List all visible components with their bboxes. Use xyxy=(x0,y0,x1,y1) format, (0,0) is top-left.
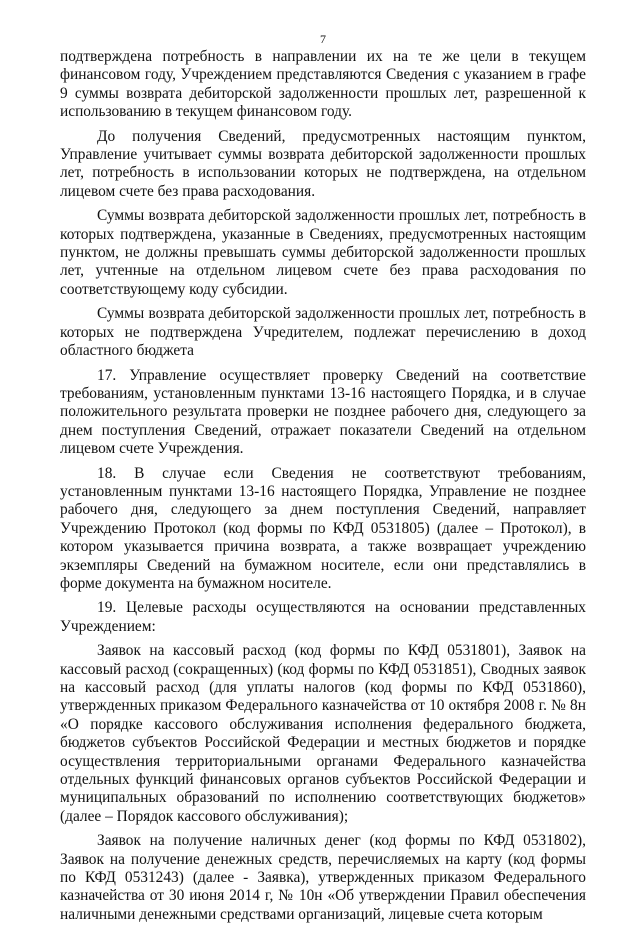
page-number: 7 xyxy=(320,32,326,46)
document-body xyxy=(60,48,586,930)
paragraph: Суммы возврата дебиторской задолженности прошлых лет, потребность в которых подтверждена, указанные в Сведениях, предусмотренных настоящим пунктом, не должны превышать суммы дебиторской задолженности прошлых лет, учтенные на отдельном лицевом счете без права расходования по соответствующему коду субсидии. xyxy=(60,207,586,298)
paragraph: Заявок на получение наличных денег (код формы по КФД 0531802), Заявок на получение денежных средств, перечисляемых на карту (код формы по КФД 0531243) (далее - Заявка), утвержденных приказом Федерального казначейства от 30 июня 2014 г, № 10н «Об утверждении Правил обеспечения наличными денежными средствами организаций, лицевые счета которым xyxy=(60,832,586,923)
paragraph-item-18: 18. В случае если Сведения не соответствуют требованиям, установленным пунктами 13-16 настоящего Порядка, Управление не позднее рабочего дня, следующего за днем поступления Сведений, направляет Учреждению Протокол (код формы по КФД 0531805) (далее – Протокол), в котором указывается причина возврата, а также возвращает учреждению экземпляры Сведений на бумажном носителе, если они представлялись в форме документа на бумажном носителе. xyxy=(60,464,586,592)
paragraph: Заявок на кассовый расход (код формы по КФД 0531801), Заявок на кассовый расход (сокращенных) (код формы по КФД 0531851), Сводных заявок на кассовый расход (для уплаты налогов (код формы по КФД 0531860), утвержденных приказом Федерального казначейства от 10 октября 2008 г. № 8н «О порядке кассового обслуживания исполнения федерального бюджета, бюджетов субъектов Российской Федерации и местных бюджетов и порядке осуществления территориальными органами Федерального казначейства отдельных функций финансовых органов субъектов Российской Федерации и муниципальных образований по исполнению соответствующих бюджетов» (далее – Порядок кассового обслуживания); xyxy=(60,642,586,825)
paragraph: Суммы возврата дебиторской задолженности прошлых лет, потребность в которых не подтверждена Учредителем, подлежат перечислению в доход областного бюджета xyxy=(60,305,586,360)
paragraph-item-17: 17. Управление осуществляет проверку Сведений на соответствие требованиям, установленным пунктами 13-16 настоящего Порядка, и в случае положительного результата проверки не позднее рабочего дня, следующего за днем поступления Сведений, отражает показатели Сведений на отдельном лицевом счете Учреждения. xyxy=(60,366,586,458)
paragraph: подтверждена потребность в направлении их на те же цели в текущем финансовом году, Учреждением представляются Сведения с указанием в графе 9 суммы возврата дебиторской задолженности прошлых лет, разрешенной к использованию в текущем финансовом году. xyxy=(60,48,586,121)
paragraph-item-19: 19. Целевые расходы осуществляются на основании представленных Учреждением: xyxy=(60,599,586,635)
paragraph: До получения Сведений, предусмотренных настоящим пунктом, Управление учитывает суммы возврата дебиторской задолженности прошлых лет, потребность в использовании которых не подтверждена, на отдельном лицевом счете без права расходования. xyxy=(60,127,586,200)
